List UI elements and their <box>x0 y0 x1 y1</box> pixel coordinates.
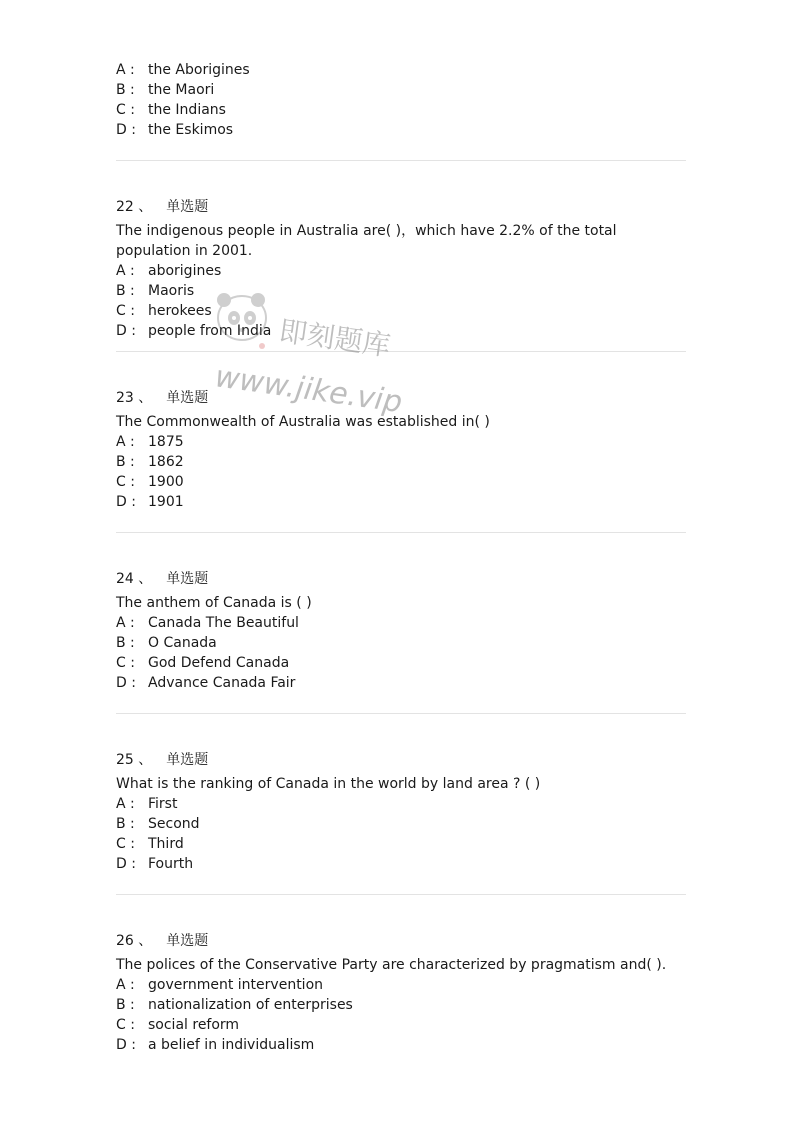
option-d[interactable] <box>116 1035 686 1055</box>
option-b[interactable] <box>116 995 686 1015</box>
question-26 <box>116 931 686 1055</box>
option-c[interactable] <box>116 1015 686 1035</box>
question-22 <box>116 197 686 341</box>
option-a[interactable] <box>116 613 686 633</box>
option-a[interactable] <box>116 794 686 814</box>
option-letter: B : <box>116 283 135 299</box>
option-text: First <box>148 796 178 812</box>
option-text: 1901 <box>148 494 184 510</box>
option-letter: A : <box>116 796 135 812</box>
option-d[interactable] <box>116 854 686 874</box>
option-c[interactable] <box>116 834 686 854</box>
option-letter: B : <box>116 454 135 470</box>
question-stem: The indigenous people in Australia are( )，which have 2.2% of the total population in 2001. <box>116 223 617 259</box>
option-text: aborigines <box>148 263 222 279</box>
option-letter: A : <box>116 977 135 993</box>
question-type: 单选题 <box>166 933 209 949</box>
option-c[interactable] <box>116 653 686 673</box>
option-letter: A : <box>116 434 135 450</box>
option-a[interactable] <box>116 975 686 995</box>
option-text: a belief in individualism <box>148 1037 315 1053</box>
option-text: government intervention <box>148 977 324 993</box>
option-letter: C : <box>116 655 135 671</box>
question-header <box>116 931 686 951</box>
option-text: people from India <box>148 323 272 339</box>
option-text: Fourth <box>148 856 194 872</box>
option-text: Canada The Beautiful <box>148 615 299 631</box>
question-stem: The Commonwealth of Australia was established in( ) <box>116 414 490 430</box>
question-type: 单选题 <box>166 752 209 768</box>
question-number: 24 、 <box>116 571 153 587</box>
option-letter: D : <box>116 323 136 339</box>
option-text: Second <box>148 816 200 832</box>
question-number: 23 、 <box>116 390 153 406</box>
option-text: 1900 <box>148 474 184 490</box>
option-text: the Aborigines <box>148 62 250 78</box>
question-header <box>116 750 686 770</box>
question-stem: The anthem of Canada is ( ) <box>116 595 312 611</box>
option-d[interactable] <box>116 120 686 140</box>
option-text: the Indians <box>148 102 226 118</box>
option-text: the Maori <box>148 82 215 98</box>
option-letter: A : <box>116 615 135 631</box>
option-c[interactable] <box>116 301 686 321</box>
question-stem: The polices of the Conservative Party are characterized by pragmatism and( ). <box>116 957 667 973</box>
question-23 <box>116 388 686 512</box>
option-b[interactable] <box>116 281 686 301</box>
watermark-url-text: www.jike.vip <box>212 359 405 421</box>
watermark-brand-text: 即刻题库 <box>277 314 393 363</box>
question-header <box>116 197 686 217</box>
option-letter: A : <box>116 62 135 78</box>
question-25 <box>116 750 686 874</box>
option-text: 1862 <box>148 454 184 470</box>
option-text: Advance Canada Fair <box>148 675 296 691</box>
option-c[interactable] <box>116 472 686 492</box>
option-b[interactable] <box>116 814 686 834</box>
option-letter: B : <box>116 635 135 651</box>
option-letter: C : <box>116 303 135 319</box>
option-letter: D : <box>116 856 136 872</box>
option-letter: C : <box>116 474 135 490</box>
question-type: 单选题 <box>166 571 209 587</box>
option-letter: D : <box>116 675 136 691</box>
option-text: social reform <box>148 1017 240 1033</box>
question-24 <box>116 569 686 693</box>
option-letter: C : <box>116 836 135 852</box>
option-text: Maoris <box>148 283 195 299</box>
option-letter: C : <box>116 102 135 118</box>
option-text: 1875 <box>148 434 184 450</box>
question-type: 单选题 <box>166 390 209 406</box>
option-text: Third <box>148 836 184 852</box>
option-b[interactable] <box>116 452 686 472</box>
option-text: the Eskimos <box>148 122 234 138</box>
question-number: 25 、 <box>116 752 153 768</box>
option-b[interactable] <box>116 80 686 100</box>
option-a[interactable] <box>116 432 686 452</box>
option-letter: D : <box>116 122 136 138</box>
prev-question-options <box>116 60 686 140</box>
option-a[interactable] <box>116 60 686 80</box>
option-letter: C : <box>116 1017 135 1033</box>
question-header <box>116 388 686 408</box>
option-text: nationalization of enterprises <box>148 997 353 1013</box>
question-number: 22 、 <box>116 199 153 215</box>
option-letter: D : <box>116 494 136 510</box>
option-a[interactable] <box>116 261 686 281</box>
option-letter: B : <box>116 997 135 1013</box>
option-letter: D : <box>116 1037 136 1053</box>
question-number: 26 、 <box>116 933 153 949</box>
option-b[interactable] <box>116 633 686 653</box>
option-text: God Defend Canada <box>148 655 290 671</box>
option-d[interactable] <box>116 492 686 512</box>
option-text: herokees <box>148 303 212 319</box>
option-letter: B : <box>116 816 135 832</box>
question-header <box>116 569 686 589</box>
exam-page <box>116 60 686 1055</box>
question-type: 单选题 <box>166 199 209 215</box>
option-d[interactable] <box>116 673 686 693</box>
option-letter: A : <box>116 263 135 279</box>
option-d[interactable] <box>116 321 686 341</box>
option-text: O Canada <box>148 635 217 651</box>
option-c[interactable] <box>116 100 686 120</box>
question-stem: What is the ranking of Canada in the world by land area ? ( ) <box>116 776 541 792</box>
option-letter: B : <box>116 82 135 98</box>
